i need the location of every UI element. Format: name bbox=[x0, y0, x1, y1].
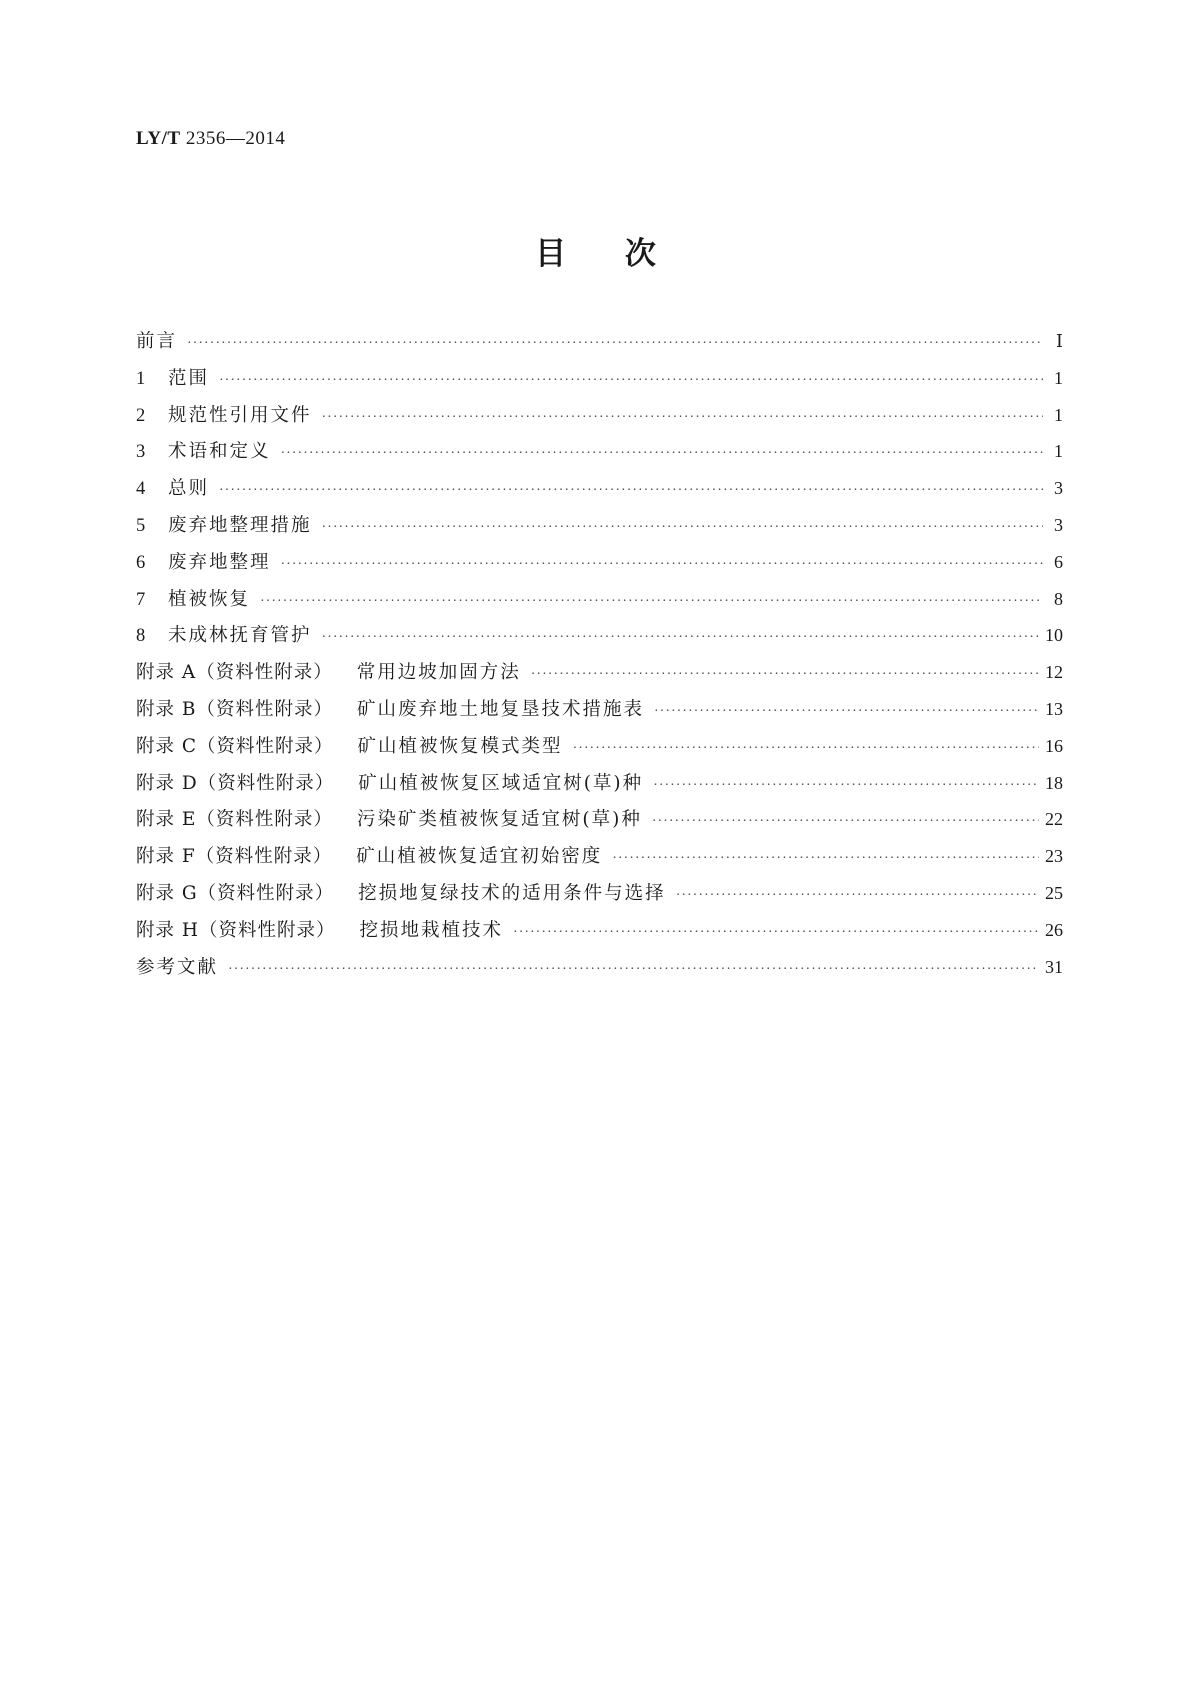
toc-entry[interactable] bbox=[136, 585, 1063, 622]
toc-entry-number: 2 bbox=[136, 405, 146, 426]
toc-entry-title: 废弃地整理措施 bbox=[168, 514, 312, 536]
toc-dot-leader bbox=[260, 594, 1043, 610]
toc-dot-leader bbox=[612, 851, 1039, 867]
toc-entry-page-number: 26 bbox=[1045, 919, 1063, 940]
toc-entry-appendix-label: 附录 F（资料性附录） bbox=[136, 846, 333, 868]
toc-entry-title: 污染矿类植被恢复适宜树(草)种 bbox=[356, 809, 642, 831]
toc-entry-page-number: 22 bbox=[1045, 809, 1063, 830]
toc-entry-title: 常用边坡加固方法 bbox=[356, 662, 521, 684]
toc-dot-leader bbox=[652, 814, 1039, 830]
toc-entry-title: 规范性引用文件 bbox=[168, 404, 312, 426]
toc-entry-title: 矿山植被恢复模式类型 bbox=[357, 735, 563, 757]
toc-entry-appendix-label: 附录 E（资料性附录） bbox=[136, 809, 333, 831]
toc-entry[interactable] bbox=[136, 695, 1063, 732]
toc-entry-appendix-label: 附录 D（资料性附录） bbox=[136, 772, 335, 794]
toc-entry-page-number: 10 bbox=[1045, 625, 1063, 646]
standard-code-prefix: LY/T bbox=[136, 128, 181, 149]
toc-entry-title: 植被恢复 bbox=[168, 588, 251, 610]
toc-entry-title: 前言 bbox=[136, 331, 178, 352]
toc-entry-page-number: 23 bbox=[1045, 846, 1063, 867]
toc-entry[interactable] bbox=[136, 437, 1063, 474]
toc-entry-page-number: 8 bbox=[1054, 588, 1063, 609]
toc-dot-leader bbox=[676, 888, 1039, 904]
toc-entry[interactable] bbox=[136, 401, 1063, 438]
toc-entry-appendix-label: 附录 C（资料性附录） bbox=[136, 735, 334, 757]
toc-entry-appendix-label: 附录 B（资料性附录） bbox=[136, 698, 333, 720]
toc-entry-title: 总则 bbox=[168, 478, 210, 500]
toc-entry[interactable] bbox=[136, 732, 1063, 769]
toc-entry-title: 未成林抚育管护 bbox=[168, 625, 312, 647]
toc-entry-page-number: 12 bbox=[1045, 662, 1063, 683]
toc-entry-page-number: 31 bbox=[1045, 956, 1063, 977]
toc-dot-leader bbox=[513, 925, 1039, 941]
toc-entry-page-number: 18 bbox=[1045, 772, 1063, 793]
toc-dot-leader bbox=[281, 446, 1043, 462]
toc-entry-page-number: 1 bbox=[1054, 367, 1063, 388]
toc-dot-leader bbox=[653, 778, 1039, 794]
toc-entry-page-number: Ⅰ bbox=[1055, 331, 1063, 351]
toc-entry-page-number: 6 bbox=[1054, 551, 1063, 572]
toc-dot-leader bbox=[228, 962, 1039, 978]
toc-entry-title: 挖损地栽植技术 bbox=[359, 919, 504, 941]
toc-entry-page-number: 1 bbox=[1054, 404, 1063, 425]
toc-entry-title: 矿山植被恢复适宜初始密度 bbox=[356, 846, 603, 868]
toc-entry-number: 8 bbox=[136, 626, 146, 647]
toc-entry-title: 废弃地整理 bbox=[168, 551, 271, 573]
toc-entry[interactable] bbox=[136, 953, 1063, 990]
toc-entry-title: 矿山植被恢复区域适宜树(草)种 bbox=[358, 772, 644, 794]
toc-entry[interactable] bbox=[136, 327, 1063, 364]
toc-entry[interactable] bbox=[136, 364, 1063, 401]
toc-entry[interactable] bbox=[136, 658, 1063, 695]
toc-entry-page-number: 25 bbox=[1045, 882, 1063, 903]
table-of-contents bbox=[136, 327, 1063, 989]
toc-entry-page-number: 3 bbox=[1054, 478, 1063, 499]
toc-entry-page-number: 13 bbox=[1045, 698, 1063, 719]
toc-entry-title: 矿山废弃地土地复垦技术措施表 bbox=[356, 698, 644, 720]
toc-entry-number: 5 bbox=[136, 515, 146, 536]
toc-dot-leader bbox=[654, 704, 1039, 720]
toc-entry[interactable] bbox=[136, 548, 1063, 585]
toc-dot-leader bbox=[322, 410, 1043, 426]
toc-entry-number: 6 bbox=[136, 552, 146, 573]
toc-entry-page-number: 16 bbox=[1045, 735, 1063, 756]
toc-entry[interactable] bbox=[136, 621, 1063, 658]
toc-entry[interactable] bbox=[136, 916, 1063, 953]
toc-entry-title: 挖损地复绿技术的适用条件与选择 bbox=[358, 882, 666, 904]
toc-dot-leader bbox=[322, 520, 1043, 536]
toc-entry-page-number: 3 bbox=[1054, 514, 1063, 535]
page-title: 目 次 bbox=[535, 236, 656, 272]
standard-code-number: 2356—2014 bbox=[185, 128, 286, 149]
toc-entry[interactable] bbox=[136, 805, 1063, 842]
toc-entry[interactable] bbox=[136, 879, 1063, 916]
toc-entry-appendix-label: 附录 H（资料性附录） bbox=[136, 919, 336, 941]
toc-entry-number: 1 bbox=[136, 368, 146, 389]
toc-dot-leader bbox=[281, 557, 1043, 573]
toc-entry-title: 范围 bbox=[168, 367, 210, 389]
toc-entry-appendix-label: 附录 G（资料性附录） bbox=[136, 882, 335, 904]
toc-dot-leader bbox=[219, 373, 1043, 389]
toc-dot-leader bbox=[573, 741, 1039, 757]
toc-entry[interactable] bbox=[136, 474, 1063, 511]
toc-entry-number: 7 bbox=[136, 589, 146, 610]
toc-entry-title: 参考文献 bbox=[136, 956, 219, 978]
toc-dot-leader bbox=[531, 667, 1039, 683]
toc-entry-number: 4 bbox=[136, 479, 146, 500]
toc-entry-appendix-label: 附录 A（资料性附录） bbox=[136, 662, 333, 684]
toc-entry-number: 3 bbox=[136, 442, 146, 463]
toc-entry[interactable] bbox=[136, 511, 1063, 548]
toc-dot-leader bbox=[322, 630, 1039, 646]
toc-entry[interactable] bbox=[136, 769, 1063, 806]
toc-entry-title: 术语和定义 bbox=[168, 441, 271, 463]
toc-entry[interactable] bbox=[136, 842, 1063, 879]
standard-code bbox=[136, 128, 285, 150]
toc-entry-page-number: 1 bbox=[1054, 441, 1063, 462]
toc-dot-leader bbox=[187, 336, 1043, 352]
toc-dot-leader bbox=[219, 483, 1043, 499]
